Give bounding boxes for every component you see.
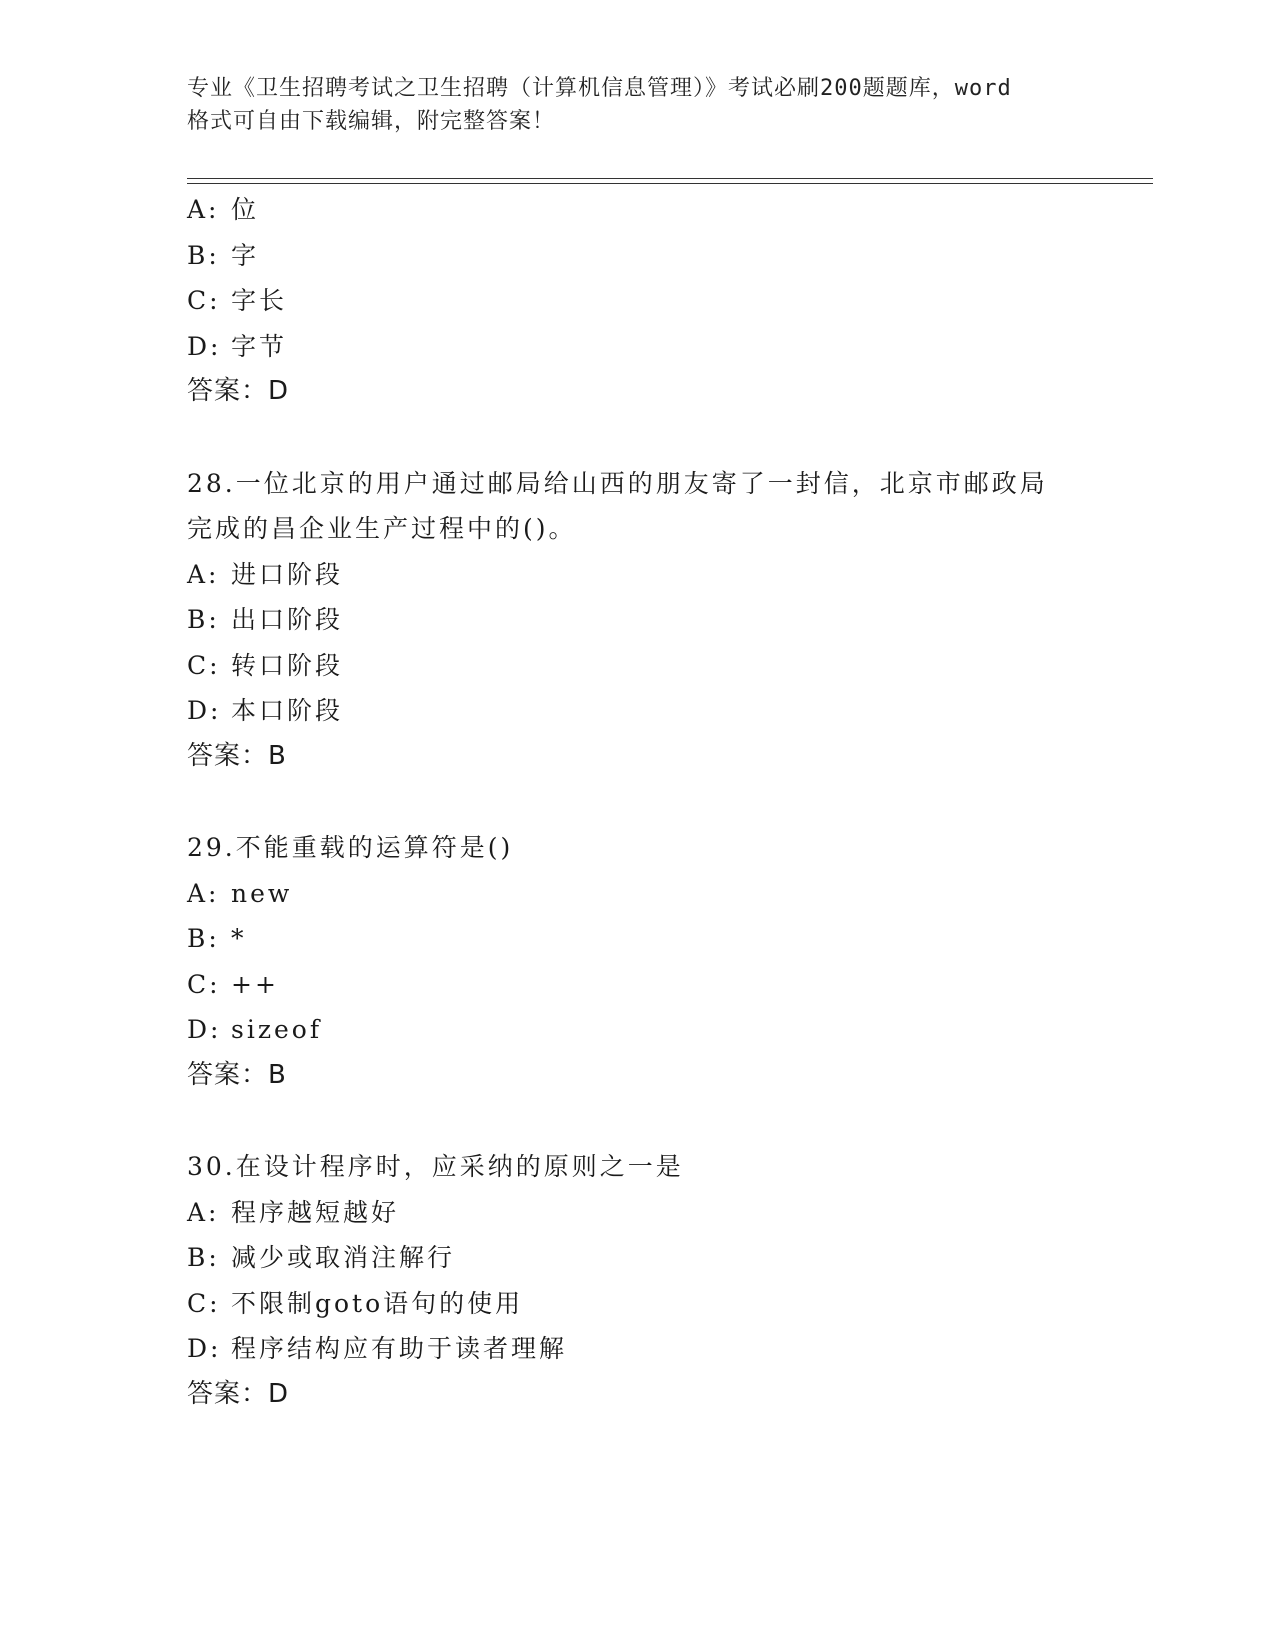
header-divider-top — [187, 178, 1153, 179]
answer-line: 答案：D — [187, 376, 290, 406]
option-text: 程序越短越好 — [231, 1197, 400, 1227]
header-divider-bottom — [187, 183, 1153, 184]
option-b — [187, 916, 1147, 962]
option-text: 字 — [231, 240, 260, 270]
option-b — [187, 597, 1147, 643]
question-list — [187, 187, 1147, 1417]
option-label: C: — [187, 286, 221, 315]
option-text: new — [231, 878, 293, 908]
answer-line: 答案：D — [187, 1378, 290, 1409]
option-a — [187, 552, 1147, 598]
option-text: 字节 — [231, 331, 288, 361]
option-label: D: — [187, 1334, 222, 1363]
option-text: ++ — [231, 969, 279, 999]
option-text: 本口阶段 — [231, 696, 344, 725]
option-label: C: — [187, 969, 221, 999]
document-header — [187, 72, 1087, 138]
header-line-1: 专业《卫生招聘考试之卫生招聘（计算机信息管理）》考试必刷200题题库，word — [187, 76, 1012, 101]
spacer — [187, 415, 1147, 461]
question-block-27 — [187, 187, 1147, 415]
option-label: A: — [187, 195, 220, 224]
option-text: 不限制goto语句的使用 — [231, 1288, 524, 1318]
option-label: A: — [187, 1197, 220, 1227]
option-d — [187, 1326, 1147, 1372]
answer-line: 答案：B — [187, 1059, 287, 1090]
option-label: C: — [187, 1288, 221, 1318]
option-b — [187, 233, 1147, 279]
option-label: B: — [187, 605, 220, 634]
question-stem-line: 29.不能重载的运算符是() — [187, 833, 514, 862]
option-label: B: — [187, 1243, 220, 1272]
option-label: B: — [187, 924, 220, 953]
option-c — [187, 962, 1147, 1008]
question-stem-line: 完成的昌企业生产过程中的()。 — [187, 514, 577, 543]
spacer — [187, 779, 1147, 825]
option-b — [187, 1235, 1147, 1281]
option-c — [187, 1281, 1147, 1327]
option-a — [187, 1190, 1147, 1236]
option-d — [187, 688, 1147, 734]
question-stem-line: 28.一位北京的用户通过邮局给山西的朋友寄了一封信，北京市邮政局 — [187, 468, 1048, 498]
option-c — [187, 643, 1147, 689]
option-text: * — [231, 924, 247, 953]
option-text: sizeof — [231, 1015, 323, 1044]
option-text: 程序结构应有助于读者理解 — [231, 1334, 568, 1363]
option-d — [187, 1007, 1147, 1053]
option-label: A: — [187, 559, 220, 589]
option-text: 字长 — [231, 286, 288, 315]
spacer — [187, 1098, 1147, 1144]
option-text: 减少或取消注解行 — [231, 1243, 456, 1272]
option-label: B: — [187, 240, 220, 270]
option-d — [187, 324, 1147, 370]
option-label: D: — [187, 1015, 222, 1044]
option-a — [187, 871, 1147, 917]
option-text: 出口阶段 — [231, 605, 344, 634]
option-text: 位 — [231, 195, 260, 224]
option-label: C: — [187, 650, 221, 680]
option-label: D: — [187, 696, 222, 725]
question-block-29 — [187, 825, 1147, 1098]
option-label: D: — [187, 331, 222, 361]
answer-line: 答案：B — [187, 740, 287, 771]
header-line-2: 格式可自由下载编辑，附完整答案！ — [187, 109, 556, 134]
option-c — [187, 278, 1147, 324]
option-label: A: — [187, 878, 220, 908]
question-block-30 — [187, 1144, 1147, 1417]
question-stem-line: 30.在设计程序时，应采纳的原则之一是 — [187, 1152, 684, 1181]
option-a — [187, 187, 1147, 233]
question-block-28 — [187, 461, 1147, 780]
option-text: 进口阶段 — [231, 559, 344, 589]
option-text: 转口阶段 — [231, 650, 344, 680]
